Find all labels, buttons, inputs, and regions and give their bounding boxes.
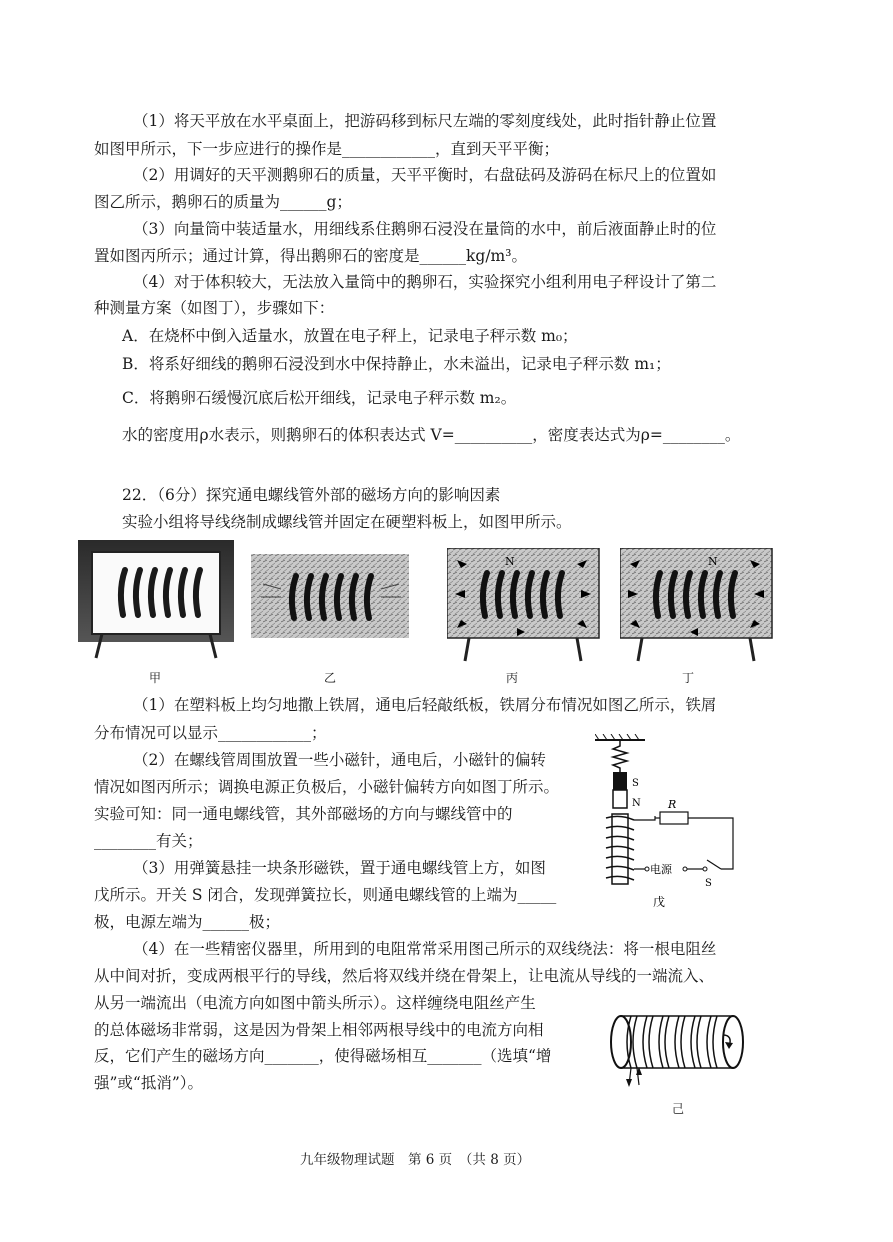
q22-part1-line1: （1）在塑料板上均匀地撒上铁屑，通电后轻敲纸板，铁屑分布情况如图乙所示，铁屑: [133, 696, 717, 714]
q22-title: 22．（6分）探究通电螺线管外部的磁场方向的影响因素: [122, 486, 501, 504]
figure-yi: [251, 554, 411, 639]
magnet-n-label: N: [632, 798, 641, 809]
magnet-s-half: [613, 772, 627, 790]
q22-part4-line4: 的总体磁场非常弱，这是因为骨架上相邻两根导线中的电流方向相: [94, 1021, 544, 1039]
q21-step-a: A．在烧杯中倒入适量水，放置在电子秤上，记录电子秤示数 m₀；: [122, 327, 578, 345]
q21-part3-line1: （3）向量筒中装适量水，用细线系住鹅卵石浸没在量筒的水中，前后液面静止时的位: [133, 220, 717, 238]
q21-part4-line1: （4）对于体积较大，无法放入量筒中的鹅卵石，实验探究小组利用电子秤设计了第二: [133, 273, 717, 291]
figure-ji: [603, 1005, 753, 1095]
figure-wu-caption: 戊: [653, 895, 666, 909]
figure-wu: [595, 734, 745, 914]
page-footer: 九年级物理试题 第 6 页 （共 8 页）: [300, 1152, 531, 1168]
q22-part3-line3: 极，电源左端为______极；: [94, 913, 281, 931]
q22-part2-line4: ________有关；: [94, 832, 203, 850]
q22-part3-line2: 戊所示。开关 S 闭合，发现弹簧拉长，则通电螺线管的上端为_____: [94, 886, 557, 904]
q22-part2-line2: 情况如图丙所示；调换电源正负极后，小磁针偏转方向如图丁所示。: [94, 778, 560, 796]
resistor: [660, 812, 688, 824]
figure-jia: [78, 540, 238, 660]
q22-part2-line1: （2）在螺线管周围放置一些小磁针，通电后，小磁针的偏转: [133, 751, 546, 769]
figure-ding: [620, 548, 775, 663]
q22-intro: 实验小组将导线绕制成螺线管并固定在硬塑料板上，如图甲所示。: [122, 513, 572, 531]
q21-expression: 水的密度用ρ水表示，则鹅卵石的体积表达式 V=__________，密度表达式为ρ=________。: [122, 426, 741, 444]
figure-ji-caption: 己: [672, 1102, 685, 1116]
q21-step-c: C．将鹅卵石缓慢沉底后松开细线，记录电子秤示数 m₂。: [122, 389, 517, 407]
magnet-n-half: [613, 790, 627, 808]
q22-part3-line1: （3）用弹簧悬挂一块条形磁铁，置于通电螺线管上方，如图: [133, 859, 546, 877]
q22-part2-line3: 实验可知：同一通电螺线管，其外部磁场的方向与螺线管中的: [94, 805, 513, 823]
magnet-s-label: S: [632, 778, 639, 789]
caption-jia: 甲: [149, 671, 162, 685]
q22-part4-line6: 强”或“抵消”）。: [94, 1074, 204, 1092]
q21-part1-line1: （1）将天平放在水平桌面上，把游码移到标尺左端的零刻度线处，此时指针静止位置: [133, 112, 717, 130]
figure-bing: [447, 548, 602, 663]
q21-part3-line2: 置如图丙所示；通过计算，得出鹅卵石的密度是______kg/m³。: [94, 247, 527, 265]
q21-part2-line2: 图乙所示，鹅卵石的质量为______g；: [94, 193, 352, 211]
switch: [707, 860, 721, 869]
q21-part2-line1: （2）用调好的天平测鹅卵石的质量，天平平衡时，右盘砝码及游码在标尺上的位置如: [133, 166, 717, 184]
q22-part1-line2: 分布情况可以显示____________；: [94, 724, 327, 742]
figure-bing-north-label: N: [505, 555, 515, 568]
solenoid-core: [612, 814, 628, 884]
q22-part4-line1: （4）在一些精密仪器里，所用到的电阻常常采用图己所示的双线绕法：将一根电阻丝: [133, 940, 717, 958]
q21-part4-line2: 种测量方案（如图丁），步骤如下：: [94, 299, 335, 317]
switch-label: S: [705, 878, 712, 889]
caption-bing: 丙: [506, 671, 519, 685]
power-source-label: 电源: [650, 863, 672, 876]
q21-step-b: B．将系好细线的鹅卵石浸没到水中保持静止，水未溢出，记录电子秤示数 m₁；: [122, 355, 671, 373]
resistor-label: R: [668, 798, 677, 811]
q22-part4-line5: 反，它们产生的磁场方向_______，使得磁场相互_______（选填“增: [94, 1047, 552, 1065]
q22-part4-line2: 从中间对折，变成两根平行的导线，然后将双线并绕在骨架上，让电流从导线的一端流入、: [94, 967, 715, 985]
figure-ding-north-label: N: [708, 555, 718, 568]
caption-ding: 丁: [682, 671, 695, 685]
caption-yi: 乙: [324, 671, 337, 685]
q22-part4-line3: 从另一端流出（电流方向如图中箭头所示）。这样缠绕电阻丝产生: [94, 994, 536, 1012]
spring: [613, 740, 627, 772]
q21-part1-line2: 如图甲所示，下一步应进行的操作是____________，直到天平平衡；: [94, 140, 560, 158]
